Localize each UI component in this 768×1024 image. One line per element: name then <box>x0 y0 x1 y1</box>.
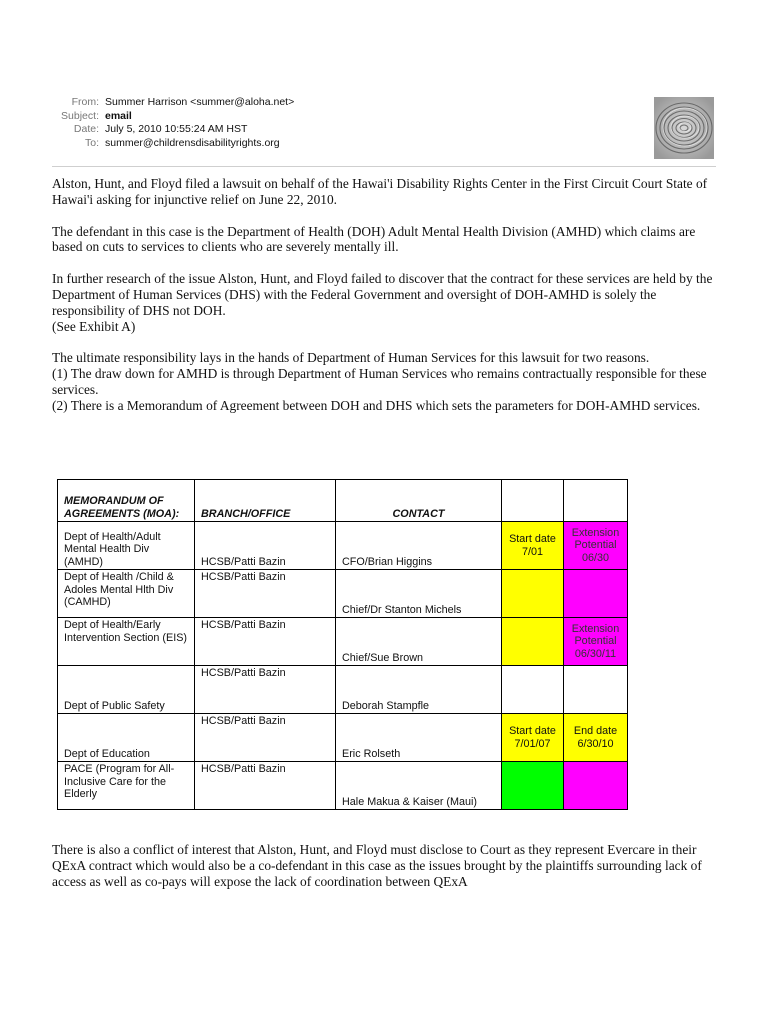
branch-cell: HCSB/Patti Bazin <box>195 618 336 666</box>
agency-cell: Dept of Health /Child & Adoles Mental Hlth Div (CAMHD) <box>58 570 195 618</box>
branch-cell: HCSB/Patti Bazin <box>195 714 336 762</box>
extension-cell: Extension Potential 06/30/11 <box>564 618 628 666</box>
branch-cell: HCSB/Patti Bazin <box>195 666 336 714</box>
header-contact: CONTACT <box>336 480 502 522</box>
agency-cell: Dept of Health/Adult Mental Health Div (AMHD) <box>58 522 195 570</box>
paragraph-4-reason-1: (1) The draw down for AMHD is through Department of Human Services who remains contractually responsible for these services. <box>52 366 707 397</box>
table-row <box>58 522 628 570</box>
table-row <box>58 762 628 810</box>
date-value: July 5, 2010 10:55:24 AM HST <box>105 123 248 135</box>
subject-label: Subject: <box>61 109 99 122</box>
contact-cell: Eric Rolseth <box>336 714 502 762</box>
date-row <box>52 123 294 137</box>
col4-cell <box>502 666 564 714</box>
contact-cell: Hale Makua & Kaiser (Maui) <box>336 762 502 810</box>
branch-cell: HCSB/Patti Bazin <box>195 570 336 618</box>
to-label: To: <box>84 136 99 149</box>
email-header <box>52 96 294 150</box>
from-row <box>52 96 294 110</box>
date-label: Date: <box>73 123 99 135</box>
header-branch: BRANCH/OFFICE <box>195 480 336 522</box>
subject-value: email <box>105 109 132 122</box>
to-row <box>52 137 294 151</box>
email-body-continued <box>52 842 724 889</box>
agency-cell: Dept of Education <box>58 714 195 762</box>
branch-cell: HCSB/Patti Bazin <box>195 522 336 570</box>
paragraph-5: There is also a conflict of interest that Alston, Hunt, and Floyd must disclose to Court as they represent Evercare in their QExA contract which would also be a co-defendant in this case as the issues brought by the plaintiffs surrounding lack of access as well as co-pays will expose the lack of coordination between QExA <box>52 842 702 889</box>
paragraph-1: Alston, Hunt, and Floyd filed a lawsuit on behalf of the Hawai'i Disability Rights Center in the First Circuit Court State of Hawai'i asking for injunctive relief on June 22, 2010. <box>52 176 708 207</box>
contact-cell: CFO/Brian Higgins <box>336 522 502 570</box>
subject-row <box>52 110 294 124</box>
email-body <box>52 176 722 414</box>
moa-table <box>57 479 628 810</box>
col5-cell <box>564 570 628 618</box>
table-row <box>58 666 628 714</box>
header-col5 <box>564 480 628 522</box>
header-col4 <box>502 480 564 522</box>
extension-cell: Extension Potential 06/30 <box>564 522 628 570</box>
agency-cell: Dept of Health/Early Intervention Section (EIS) <box>58 618 195 666</box>
end-date-cell: End date 6/30/10 <box>564 714 628 762</box>
paragraph-3-exhibit: (See Exhibit A) <box>52 318 136 334</box>
table-header-row <box>58 480 628 522</box>
table-row <box>58 714 628 762</box>
branch-cell: HCSB/Patti Bazin <box>195 762 336 810</box>
col5-cell <box>564 666 628 714</box>
col4-cell <box>502 570 564 618</box>
col4-cell <box>502 618 564 666</box>
swirl-avatar-icon <box>654 97 714 159</box>
to-value[interactable]: summer@childrensdisabilityrights.org <box>105 136 280 149</box>
contact-cell: Chief/Dr Stanton Michels <box>336 570 502 618</box>
from-value[interactable]: Summer Harrison <summer@aloha.net> <box>105 96 295 108</box>
start-date-cell: Start date 7/01 <box>502 522 564 570</box>
table-row <box>58 618 628 666</box>
contact-cell: Chief/Sue Brown <box>336 618 502 666</box>
paragraph-3: In further research of the issue Alston, Hunt, and Floyd failed to discover that the contract for these services are held by the Department of Human Services (DHS) with the Federal Government and oversight of DOH-AMHD is solely the responsibility of DHS not DOH. <box>52 271 713 318</box>
start-date-cell: Start date 7/01/07 <box>502 714 564 762</box>
paragraph-4: The ultimate responsibility lays in the hands of Department of Human Services for this lawsuit for two reasons. <box>52 350 650 366</box>
agency-cell: Dept of Public Safety <box>58 666 195 714</box>
from-label: From: <box>71 96 99 108</box>
paragraph-4-reason-2: (2) There is a Memorandum of Agreement between DOH and DHS which sets the parameters for DOH-AMHD services. <box>52 397 701 413</box>
header-moa: MEMORANDUM OF AGREEMENTS (MOA): <box>58 480 195 522</box>
agency-cell: PACE (Program for All-Inclusive Care for the Elderly <box>58 762 195 810</box>
table-row <box>58 570 628 618</box>
paragraph-2: The defendant in this case is the Department of Health (DOH) Adult Mental Health Division (AMHD) which claims are based on cuts to services to clients who are severely mentally ill. <box>52 223 696 255</box>
header-divider <box>52 166 716 167</box>
col4-cell <box>502 762 564 810</box>
contact-cell: Deborah Stampfle <box>336 666 502 714</box>
col5-cell <box>564 762 628 810</box>
